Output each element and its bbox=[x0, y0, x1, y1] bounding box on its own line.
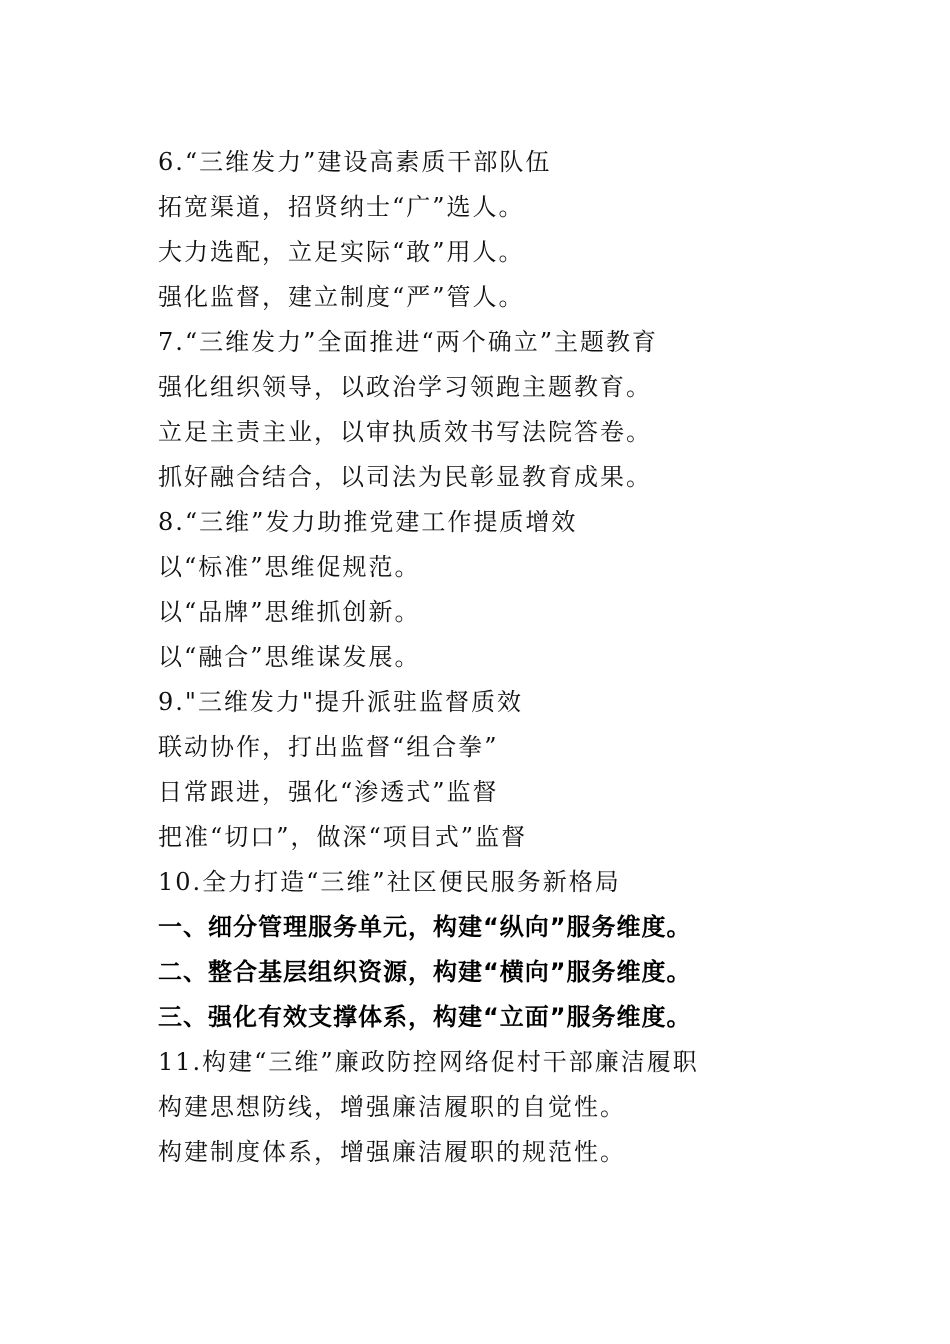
text-line: 日常跟进，强化“渗透式”监督 bbox=[158, 778, 499, 806]
heading-9: 9."三维发力"提升派驻监督质效 bbox=[158, 688, 523, 716]
heading-10: 10.全力打造“三维”社区便民服务新格局 bbox=[158, 868, 621, 896]
document-body bbox=[158, 140, 858, 1175]
heading-6: 6.“三维发力”建设高素质干部队伍 bbox=[158, 148, 552, 176]
bold-text-line: 二、整合基层组织资源，构建“横向”服务维度。 bbox=[158, 958, 692, 986]
text-line: 联动协作，打出监督“组合拳” bbox=[158, 733, 499, 761]
text-line: 以“品牌”思维抓创新。 bbox=[158, 598, 421, 626]
text-line: 构建思想防线，增强廉洁履职的自觉性。 bbox=[158, 1093, 626, 1121]
bold-text-line: 三、强化有效支撑体系，构建“立面”服务维度。 bbox=[158, 1003, 692, 1031]
text-line: 强化组织领导，以政治学习领跑主题教育。 bbox=[158, 373, 652, 401]
text-line: 强化监督，建立制度“严”管人。 bbox=[158, 283, 525, 311]
text-line: 抓好融合结合，以司法为民彰显教育成果。 bbox=[158, 463, 652, 491]
heading-8: 8.“三维”发力助推党建工作提质增效 bbox=[158, 508, 578, 536]
bold-text-line: 一、细分管理服务单元，构建“纵向”服务维度。 bbox=[158, 913, 692, 941]
heading-7: 7.“三维发力”全面推进“两个确立”主题教育 bbox=[158, 328, 658, 356]
text-line: 以“融合”思维谋发展。 bbox=[158, 643, 421, 671]
text-line: 大力选配，立足实际“敢”用人。 bbox=[158, 238, 525, 266]
text-line: 拓宽渠道，招贤纳士“广”选人。 bbox=[158, 193, 525, 221]
text-line: 以“标准”思维促规范。 bbox=[158, 553, 421, 581]
text-line: 立足主责主业，以审执质效书写法院答卷。 bbox=[158, 418, 652, 446]
text-line: 构建制度体系，增强廉洁履职的规范性。 bbox=[158, 1138, 626, 1166]
heading-11: 11.构建“三维”廉政防控网络促村干部廉洁履职 bbox=[158, 1048, 699, 1076]
text-line: 把准“切口”，做深“项目式”监督 bbox=[158, 823, 528, 851]
